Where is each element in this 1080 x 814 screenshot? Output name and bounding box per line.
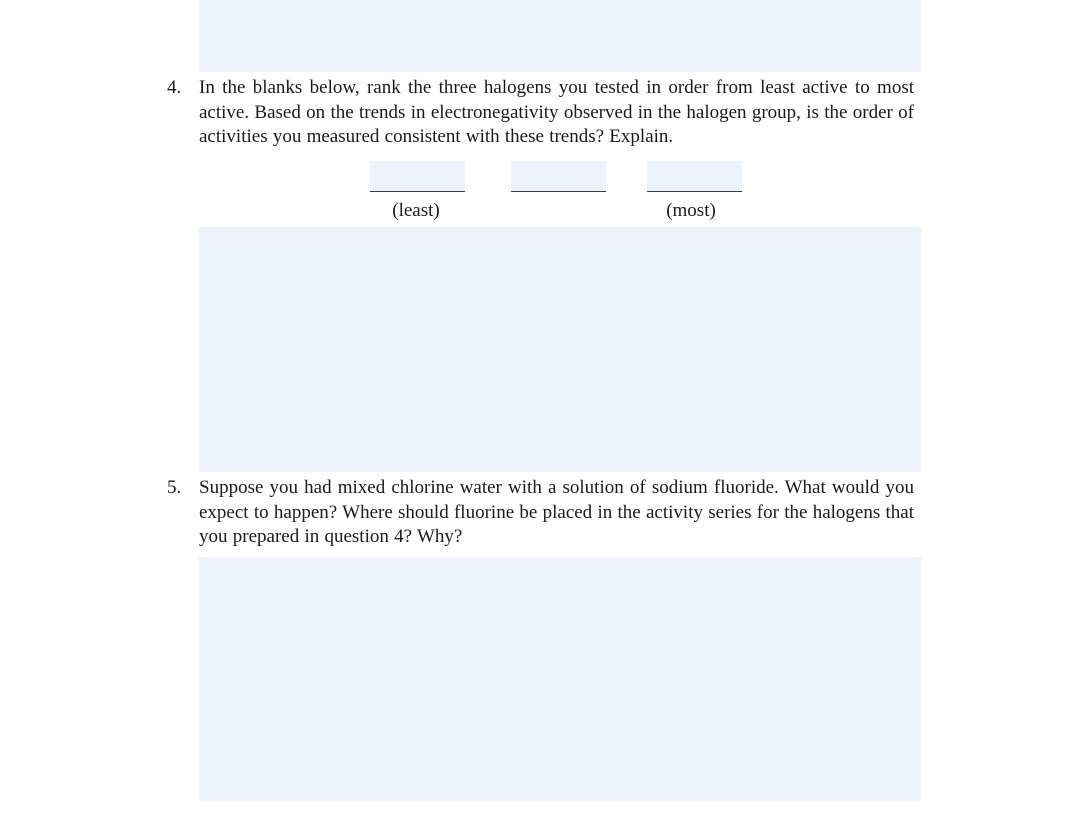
question-5-number: 5. <box>167 477 182 498</box>
question-5-text: Suppose you had mixed chlorine water with a solution of sodium fluoride. What would you expect to happen? Where should fluorine be placed in the activity series for the halogens that you prepared in question 4? Why? <box>199 477 914 547</box>
least-label: (least) <box>392 200 440 221</box>
question-4-text: In the blanks below, rank the three halogens you tested in order from least active to most active. Based on the trends in electronegativity observed in the halogen group, is the order of activities you measured consistent with these trends? Explain. <box>199 77 914 147</box>
rank-least-blank[interactable] <box>370 161 465 192</box>
previous-answer-field[interactable] <box>199 0 921 72</box>
question-4-number: 4. <box>167 77 182 98</box>
rank-most-blank[interactable] <box>647 161 742 192</box>
question-4-answer-field[interactable] <box>199 227 921 472</box>
question-5-answer-field[interactable] <box>199 557 921 801</box>
rank-middle-blank[interactable] <box>511 161 606 192</box>
most-label: (most) <box>666 200 716 221</box>
